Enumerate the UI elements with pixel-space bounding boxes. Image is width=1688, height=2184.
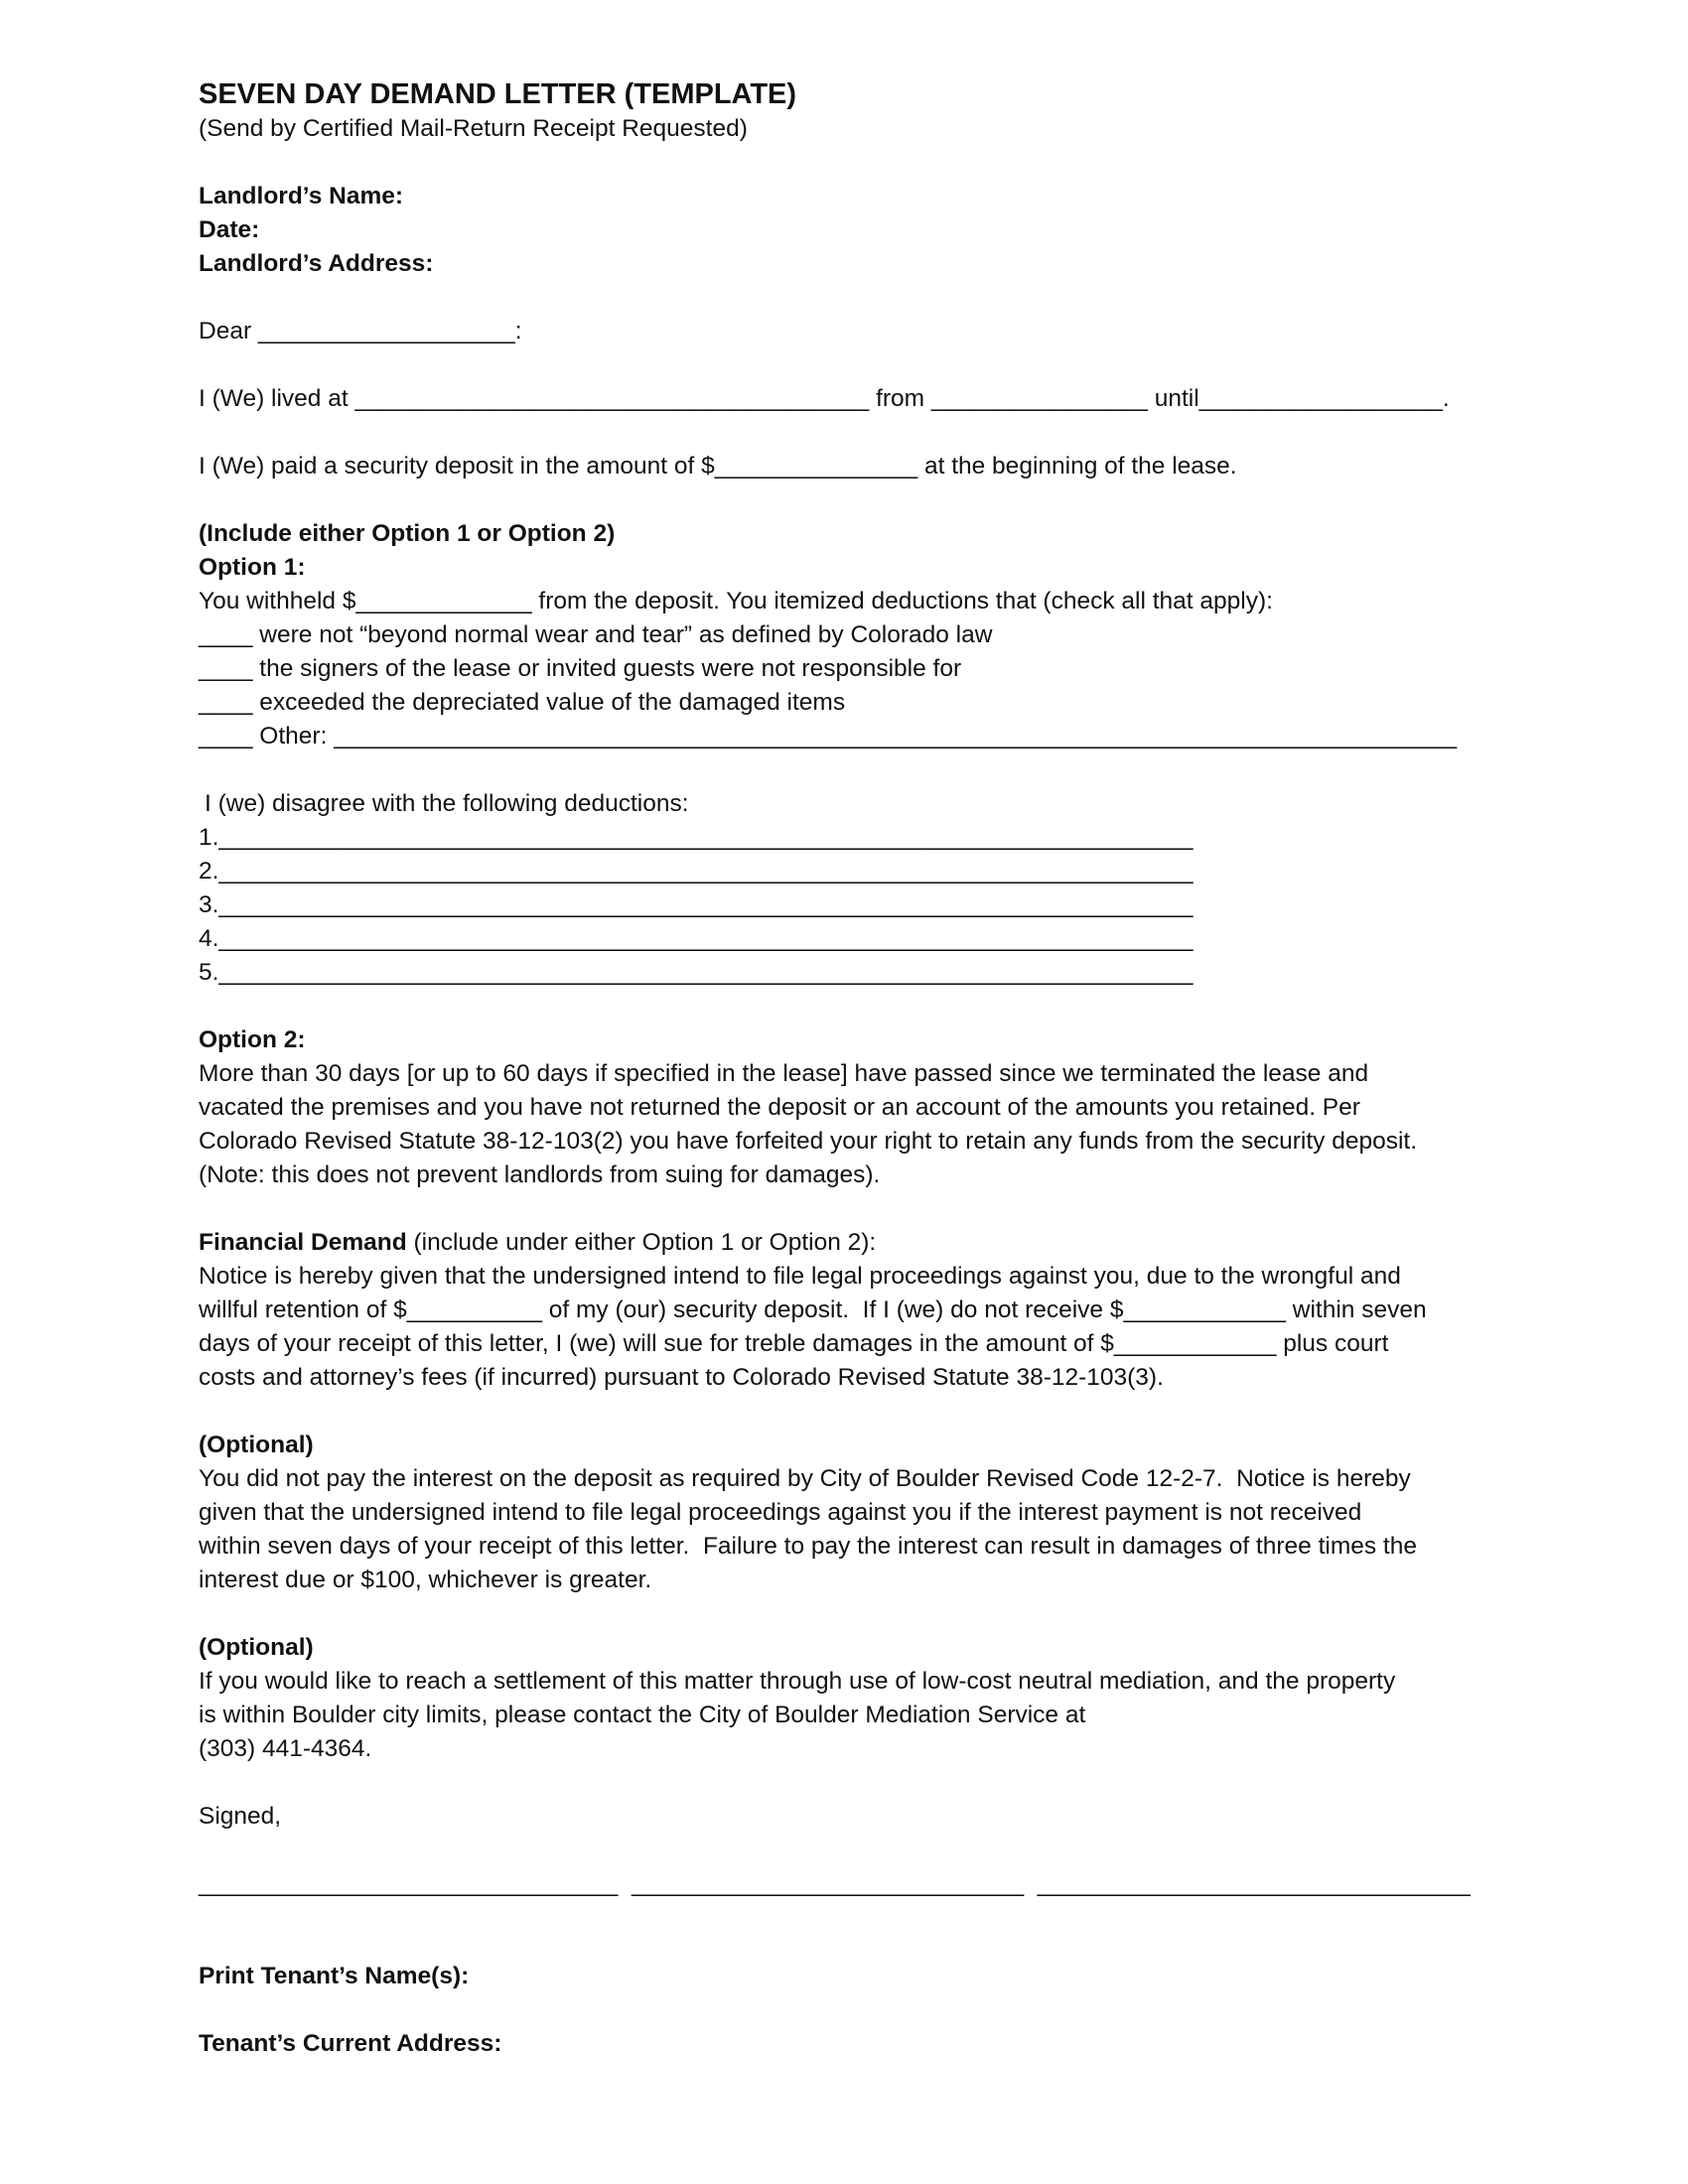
signed-label: Signed,	[199, 1803, 282, 1830]
spacer	[199, 990, 1569, 1024]
date-label: Date:	[199, 216, 260, 243]
check-item-other: ____ Other: ___________________________________________________________________________________	[199, 723, 1458, 750]
landlord-name-label: Landlord’s Name:	[199, 183, 404, 209]
financial-text-line: days of your receipt of this letter, I (we) will sue for treble damages in the amount of $____________ plus court	[199, 1330, 1389, 1357]
spacer	[199, 146, 1569, 180]
document-title: SEVEN DAY DEMAND LETTER (TEMPLATE)	[199, 78, 797, 110]
deduction-line: 2.________________________________________________________________________	[199, 858, 1194, 885]
option1-heading: Option 1:	[199, 554, 306, 581]
lived-at-line: I (We) lived at ______________________________________ from ________________ until__________________.	[199, 385, 1450, 412]
financial-demand-heading	[199, 1226, 1569, 1260]
financial-text-line: costs and attorney’s fees (if incurred) pursuant to Colorado Revised Statute 38-12-103(3).	[199, 1364, 1164, 1391]
print-tenant-name-label: Print Tenant’s Name(s):	[199, 1962, 470, 1989]
financial-text-line: Notice is hereby given that the undersigned intend to file legal proceedings against you, due to the wrongful and	[199, 1263, 1401, 1290]
optional-interest-heading: (Optional)	[199, 1432, 314, 1458]
signature-lines: _______________________________ _____________________________ ________________________________	[199, 1870, 1471, 1897]
check-item: ____ exceeded the depreciated value of the damaged items	[199, 689, 846, 716]
withheld-line: You withheld $_____________ from the deposit. You itemized deductions that (check all that apply):	[199, 588, 1273, 614]
spacer	[199, 348, 1569, 382]
spacer	[199, 1993, 1569, 2027]
deposit-line: I (We) paid a security deposit in the amount of $_______________ at the beginning of the lease.	[199, 453, 1237, 479]
mediation-phone: (303) 441-4364.	[199, 1735, 372, 1762]
check-item: ____ were not “beyond normal wear and tear” as defined by Colorado law	[199, 621, 993, 648]
spacer	[199, 416, 1569, 450]
optional-interest-line: given that the undersigned intend to file legal proceedings against you if the interest payment is not received	[199, 1499, 1362, 1526]
document-subtitle: (Send by Certified Mail-Return Receipt Requested)	[199, 115, 748, 142]
option-choice-heading: (Include either Option 1 or Option 2)	[199, 520, 616, 547]
spacer	[199, 1192, 1569, 1226]
spacer	[199, 753, 1569, 787]
spacer	[199, 1597, 1569, 1631]
option2-text-line: (Note: this does not prevent landlords from suing for damages).	[199, 1161, 881, 1188]
optional-interest-line: within seven days of your receipt of this letter. Failure to pay the interest can result in damages of three times the	[199, 1533, 1417, 1560]
spacer	[199, 483, 1569, 517]
option2-text-line: Colorado Revised Statute 38-12-103(2) you have forfeited your right to retain any funds from the security deposit.	[199, 1128, 1418, 1155]
financial-text-line: willful retention of $__________ of my (our) security deposit. If I (we) do not receive $____________ within seven	[199, 1297, 1427, 1323]
optional-interest-line: You did not pay the interest on the deposit as required by City of Boulder Revised Code 12-2-7. Notice is hereby	[199, 1465, 1411, 1492]
option2-text-line: vacated the premises and you have not returned the deposit or an account of the amounts you retained. Per	[199, 1094, 1360, 1121]
check-item: ____ the signers of the lease or invited guests were not responsible for	[199, 655, 962, 682]
financial-demand-heading-bold: Financial Demand	[199, 1229, 407, 1256]
option2-text-line: More than 30 days [or up to 60 days if specified in the lease] have passed since we terminated the lease and	[199, 1060, 1369, 1087]
salutation: Dear ___________________:	[199, 318, 522, 344]
deduction-line: 4.________________________________________________________________________	[199, 925, 1194, 952]
option2-heading: Option 2:	[199, 1026, 306, 1053]
spacer	[199, 1926, 1569, 1960]
tenant-current-address-label: Tenant’s Current Address:	[199, 2029, 502, 2057]
spacer	[199, 281, 1569, 315]
disagree-intro: I (we) disagree with the following deductions:	[205, 790, 689, 817]
deduction-line: 5.________________________________________________________________________	[199, 959, 1194, 986]
optional-mediation-heading: (Optional)	[199, 1634, 314, 1661]
optional-mediation-line: is within Boulder city limits, please contact the City of Boulder Mediation Service at	[199, 1702, 1086, 1728]
spacer	[199, 1395, 1569, 1429]
financial-demand-heading-rest: (include under either Option 1 or Option 2):	[406, 1229, 877, 1256]
deduction-line: 3.________________________________________________________________________	[199, 891, 1194, 918]
optional-interest-line: interest due or $100, whichever is greater.	[199, 1567, 652, 1593]
deduction-line: 1.________________________________________________________________________	[199, 824, 1194, 851]
optional-mediation-line: If you would like to reach a settlement of this matter through use of low-cost neutral mediation, and the property	[199, 1668, 1396, 1695]
spacer	[199, 1766, 1569, 1800]
landlord-address-label: Landlord’s Address:	[199, 250, 434, 277]
